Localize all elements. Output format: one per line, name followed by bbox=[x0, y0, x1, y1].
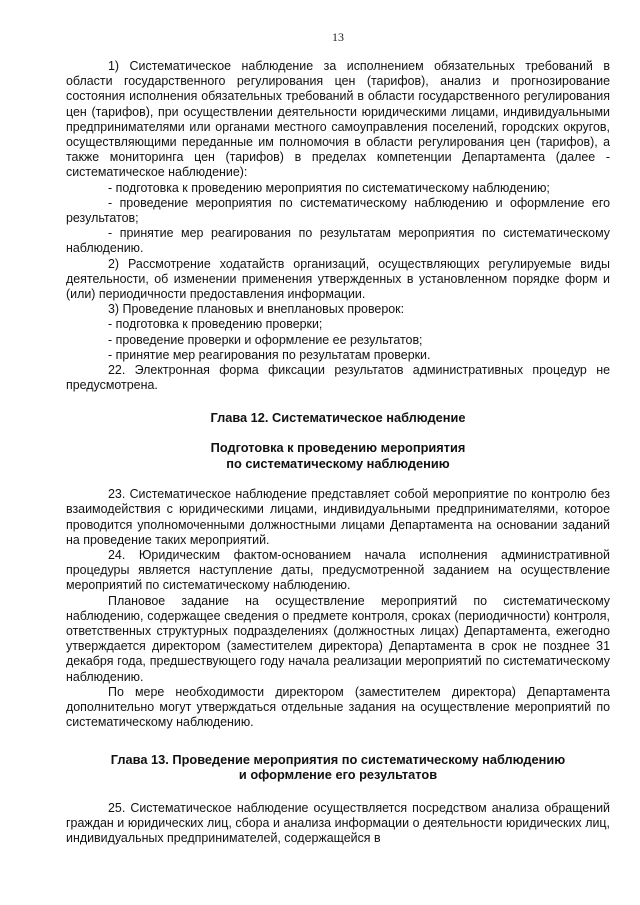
paragraph-25: 25. Систематическое наблюдение осуществляется посредством анализа обращений граждан и юридических лиц, сбора и анализа информации о деятельности юридических лиц, индивидуальных предпринимателей, содержащейся в bbox=[66, 800, 610, 846]
list-item: - проведение мероприятия по систематическому наблюдению и оформление его результатов; bbox=[66, 195, 610, 226]
list-item: - принятие мер реагирования по результатам проверки. bbox=[108, 347, 431, 362]
chapter-13-title-line-1: Глава 13. Проведение мероприятия по систематическому наблюдению bbox=[110, 751, 566, 767]
list-item: - проведение проверки и оформление ее результатов; bbox=[108, 332, 423, 347]
list-item: - принятие мер реагирования по результатам мероприятия по систематическому наблюдению. bbox=[66, 226, 610, 256]
paragraph-item-1: 1) Систематическое наблюдение за исполнением обязательных требований в области государственного регулирования цен (тарифов), анализ и прогнозирование состояния исполнения обязательных требований в области государственного регулирования цен (тарифов), при осуществлении деятельности юридическими лицами, индивидуальными предпринимателями или органами местного самоуправления поселений, городских округов, осуществляющими переданные им полномочия в области регулирования цен (тарифов), а также мониторинга цен (тарифов) в пределах компетенции Департамента (далее - систематическое наблюдение): bbox=[66, 59, 610, 180]
paragraph-additional-tasks: По мере необходимости директором (заместителем директора) Департамента дополнительно могут утверждаться отдельные задания на осуществление мероприятий по систематическому наблюдению. bbox=[66, 684, 610, 730]
paragraph-23: 23. Систематическое наблюдение представляет собой мероприятие по контролю без взаимодействия с юридическими лицами, индивидуальными предпринимателями, которое проводится уполномоченными должностными лицами Департамента на основании заданий на проведение таких мероприятий. bbox=[66, 487, 610, 547]
paragraph-24: 24. Юридическим фактом-основанием начала исполнения административной процедуры является наступление даты, предусмотренной заданием на осуществление мероприятий по систематическому наблюдению. bbox=[66, 548, 610, 593]
chapter-12-subtitle-line-1: Подготовка к проведению мероприятия bbox=[210, 440, 466, 456]
paragraph-item-3: 3) Проведение плановых и внеплановых проверок: bbox=[108, 302, 405, 317]
list-item: - подготовка к проведению проверки; bbox=[108, 317, 323, 332]
chapter-12-subtitle-line-2: по систематическому наблюдению bbox=[226, 455, 450, 471]
list-item: - подготовка к проведению мероприятия по систематическому наблюдению; bbox=[108, 180, 550, 195]
chapter-13-title-line-2: и оформление его результатов bbox=[238, 767, 438, 783]
paragraph-plan-task: Плановое задание на осуществление мероприятий по систематическому наблюдению, содержащее сведения о предмете контроля, сроках (периодичности) контроля, ответственных структурных подразделениях (должностных лицах) Департамента, ежегодно утверждается директором (заместителем директора) Департамента в срок не позднее 31 декабря года, предшествующего году начала реализации мероприятий по систематическому наблюдению. bbox=[66, 593, 610, 684]
document-body bbox=[66, 59, 610, 846]
paragraph-item-2: 2) Рассмотрение ходатайств организаций, осуществляющих регулируемые виды деятельности, об изменении применения утвержденных в установленном порядке форм и (или) периодичности предоставления информации. bbox=[66, 256, 610, 302]
page-number: 13 bbox=[332, 30, 344, 44]
paragraph-22: 22. Электронная форма фиксации результатов административных процедур не предусмотрена. bbox=[66, 363, 610, 393]
chapter-12-title: Глава 12. Систематическое наблюдение bbox=[210, 410, 466, 426]
